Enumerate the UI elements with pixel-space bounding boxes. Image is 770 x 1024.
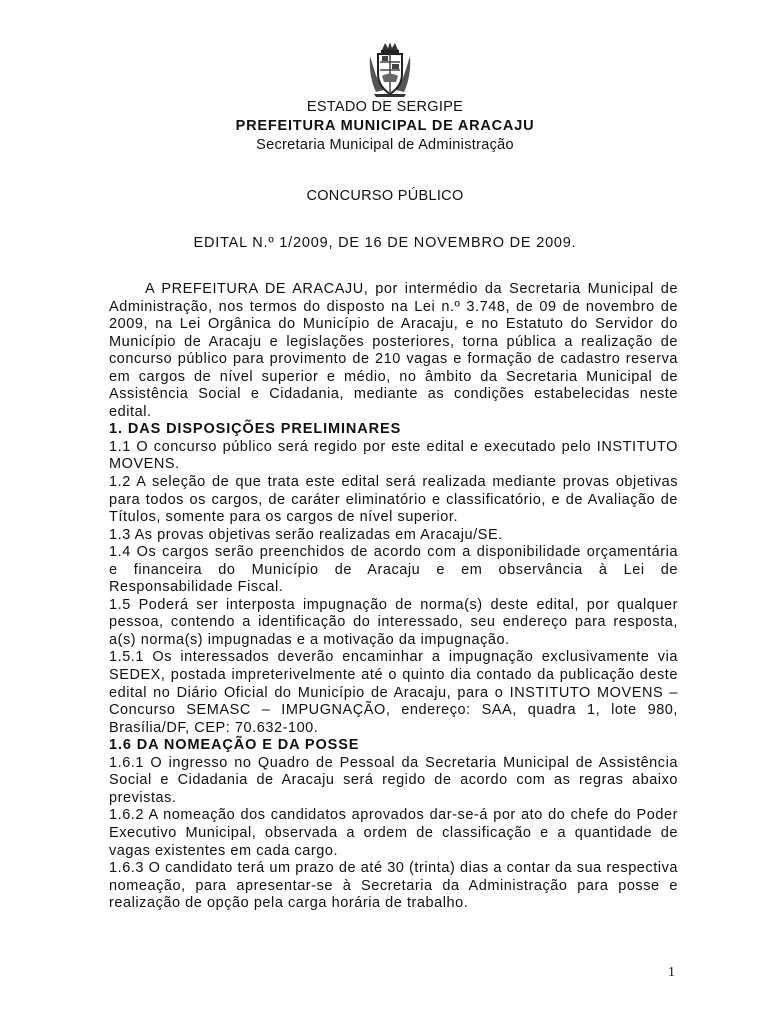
- clause-1-1: 1.1 O concurso público será regido por este edital e executado pelo INSTITUTO MOVENS.: [109, 438, 678, 473]
- clause-1-3: 1.3 As provas objetivas serão realizadas em Aracaju/SE.: [109, 526, 503, 543]
- clause-1-2: 1.2 A seleção de que trata este edital será realizada mediante provas objetivas para todos os cargos, de caráter eliminatório e classificatório, e de Avaliação de Títulos, somente para os cargos de nível superior.: [109, 474, 678, 526]
- section-1-6-title: 1.6 DA NOMEAÇÃO E DA POSSE: [109, 737, 360, 754]
- clause-1-6-1: 1.6.1 O ingresso no Quadro de Pessoal da Secretaria Municipal de Assistência Social e Cidadania de Aracaju será regido de acordo com as regras abaixo previstas.: [109, 754, 678, 806]
- secretariat-heading: Secretaria Municipal de Administração: [256, 137, 514, 153]
- clause-1-6-3: 1.6.3 O candidato terá um prazo de até 30 (trinta) dias a contar da sua respectiva nomeação, para apresentar-se à Secretaria da Administração para posse e realização de opção pela carga horária de trabalho.: [109, 860, 678, 912]
- clause-1-5-1: 1.5.1 Os interessados deverão encaminhar a impugnação exclusivamente via SEDEX, postada impreterivelmente até o quinto dia contado da publicação deste edital no Diário Oficial do Município de Aracaju, para o INSTITUTO MOVENS – Concurso SEMASC – IMPUGNAÇÃO, endereço: SAA, quadra 1, lote 980, Brasília/DF, CEP: 70.632-100.: [109, 649, 678, 736]
- state-heading: ESTADO DE SERGIPE: [306, 99, 464, 115]
- section-1-title: 1. DAS DISPOSIÇÕES PRELIMINARES: [109, 421, 402, 438]
- contest-heading: CONCURSO PÚBLICO: [306, 188, 464, 204]
- intro-paragraph: A PREFEITURA DE ARACAJU, por intermédio da Secretaria Municipal de Administração, nos termos do disposto na Lei n.º 3.748, de 09 de novembro de 2009, na Lei Orgânica do Município de Aracaju, e no Estatuto do Servidor do Município de Aracaju e legislações posteriores, torna pública a realização de concurso público para provimento de 210 vagas e formação de cadastro reserva em cargos de nível superior e médio, no âmbito da Secretaria Municipal de Assistência Social e Cidadania, mediante as condições estabelecidas neste edital.: [109, 281, 678, 420]
- edital-heading: EDITAL N.º 1/2009, DE 16 DE NOVEMBRO DE 2009.: [193, 235, 577, 251]
- clause-1-4: 1.4 Os cargos serão preenchidos de acordo com a disponibilidade orçamentária e financeira do Município de Aracaju e em observância à Lei de Responsabilidade Fiscal.: [109, 544, 678, 596]
- clause-1-5: 1.5 Poderá ser interposta impugnação de norma(s) deste edital, por qualquer pessoa, contendo a identificação do interessado, seu endereço para resposta, a(s) norma(s) impugnadas e a motivação da impugnação.: [109, 596, 678, 648]
- document-body: [109, 281, 678, 913]
- coat-of-arms-icon: [368, 40, 412, 98]
- city-hall-heading: PREFEITURA MUNICIPAL DE ARACAJU: [235, 118, 535, 134]
- page-number: 1: [668, 965, 675, 980]
- clause-1-6-2: 1.6.2 A nomeação dos candidatos aprovados dar-se-á por ato do chefe do Poder Executivo Municipal, observada a ordem de classificação e a quantidade de vagas existentes em cada cargo.: [109, 807, 678, 859]
